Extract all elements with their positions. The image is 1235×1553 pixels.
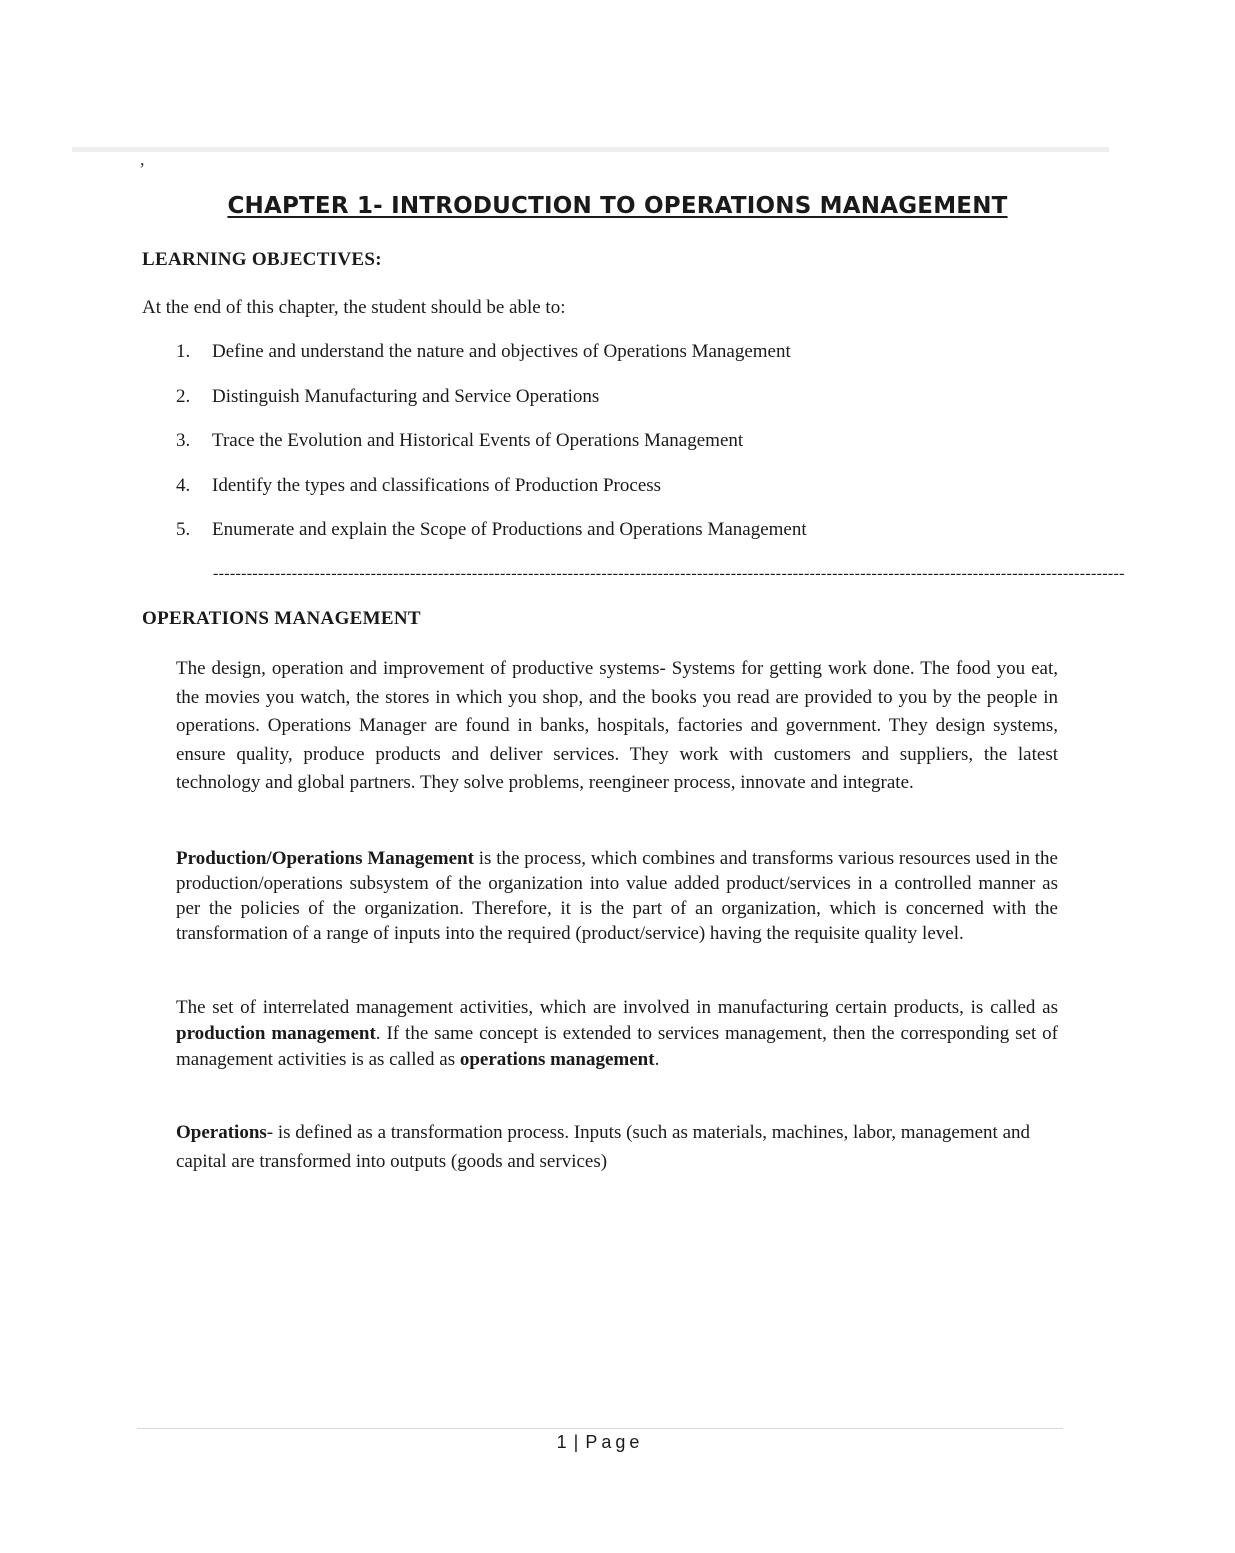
chapter-title: CHAPTER 1- INTRODUCTION TO OPERATIONS MANAGEMENT — [227, 193, 1008, 219]
list-item — [176, 475, 661, 497]
management-activities-paragraph: The set of interrelated management activities, which are involved in manufacturing certain products, is called as production management. If the same concept is extended to services management, then the corresponding set of management activities is as called as operations management. — [176, 997, 1058, 1070]
list-item-number: 4. — [176, 475, 191, 496]
production-operations-paragraph: Production/Operations Management is the process, which combines and transforms various resources used in the production/operations subsystem of the organization into value added product/services in a controlled manner as per the policies of the organization. Therefore, it is the part of an organization, which is concerned with the transformation of a range of inputs into the required (product/service) having the requisite quality level. — [176, 848, 1058, 944]
list-item-number: 2. — [176, 386, 191, 407]
header-rule — [72, 147, 1109, 152]
list-item-text: Identify the types and classifications of Production Process — [212, 475, 662, 496]
list-item-number: 1. — [176, 341, 191, 362]
list-item — [176, 519, 807, 541]
section-separator: ------------------------------------------------------------------------------------------------------------------------------------------------------------------ — [213, 565, 1125, 582]
page-footer — [0, 1432, 1200, 1453]
list-item-text: Trace the Evolution and Historical Events of Operations Management — [212, 430, 744, 451]
objectives-intro: At the end of this chapter, the student should be able to: — [142, 297, 566, 318]
operations-definition-paragraph: Operations- is defined as a transformation process. Inputs (such as materials, machines, labor, management and capital are transformed into outputs (goods and services) — [176, 1122, 1031, 1172]
operations-management-heading: OPERATIONS MANAGEMENT — [142, 608, 421, 629]
list-item — [176, 386, 599, 408]
learning-objectives-heading: LEARNING OBJECTIVES: — [142, 249, 382, 270]
bold-term: production management — [176, 1023, 376, 1044]
footer-rule — [137, 1428, 1063, 1429]
bold-term: Production/Operations Management — [176, 848, 474, 869]
list-item — [176, 341, 791, 363]
definition-paragraph: The design, operation and improvement of productive systems- Systems for getting work done. The food you eat, the movies you watch, the stores in which you shop, and the books you read are provided to you by the people in operations. Operations Manager are found in banks, hospitals, factories and government. They design systems, ensure quality, produce products and deliver services. They work with customers and suppliers, the latest technology and global partners. They solve problems, reengineer process, innovate and integrate. — [176, 658, 1058, 793]
list-item — [176, 430, 743, 452]
list-item-text: Enumerate and explain the Scope of Productions and Operations Management — [212, 519, 807, 540]
bold-term: operations management — [459, 1049, 655, 1070]
list-item-number: 5. — [176, 519, 191, 540]
list-item-text: Distinguish Manufacturing and Service Operations — [212, 386, 600, 407]
list-item-text: Define and understand the nature and objectives of Operations Management — [212, 341, 791, 362]
page-label: Page — [585, 1432, 644, 1452]
page-number: 1 — [556, 1432, 568, 1452]
header-mark: , — [140, 149, 145, 169]
list-item-number: 3. — [176, 430, 191, 451]
bold-term: Operations — [176, 1122, 267, 1143]
footer-separator: | — [573, 1432, 580, 1452]
